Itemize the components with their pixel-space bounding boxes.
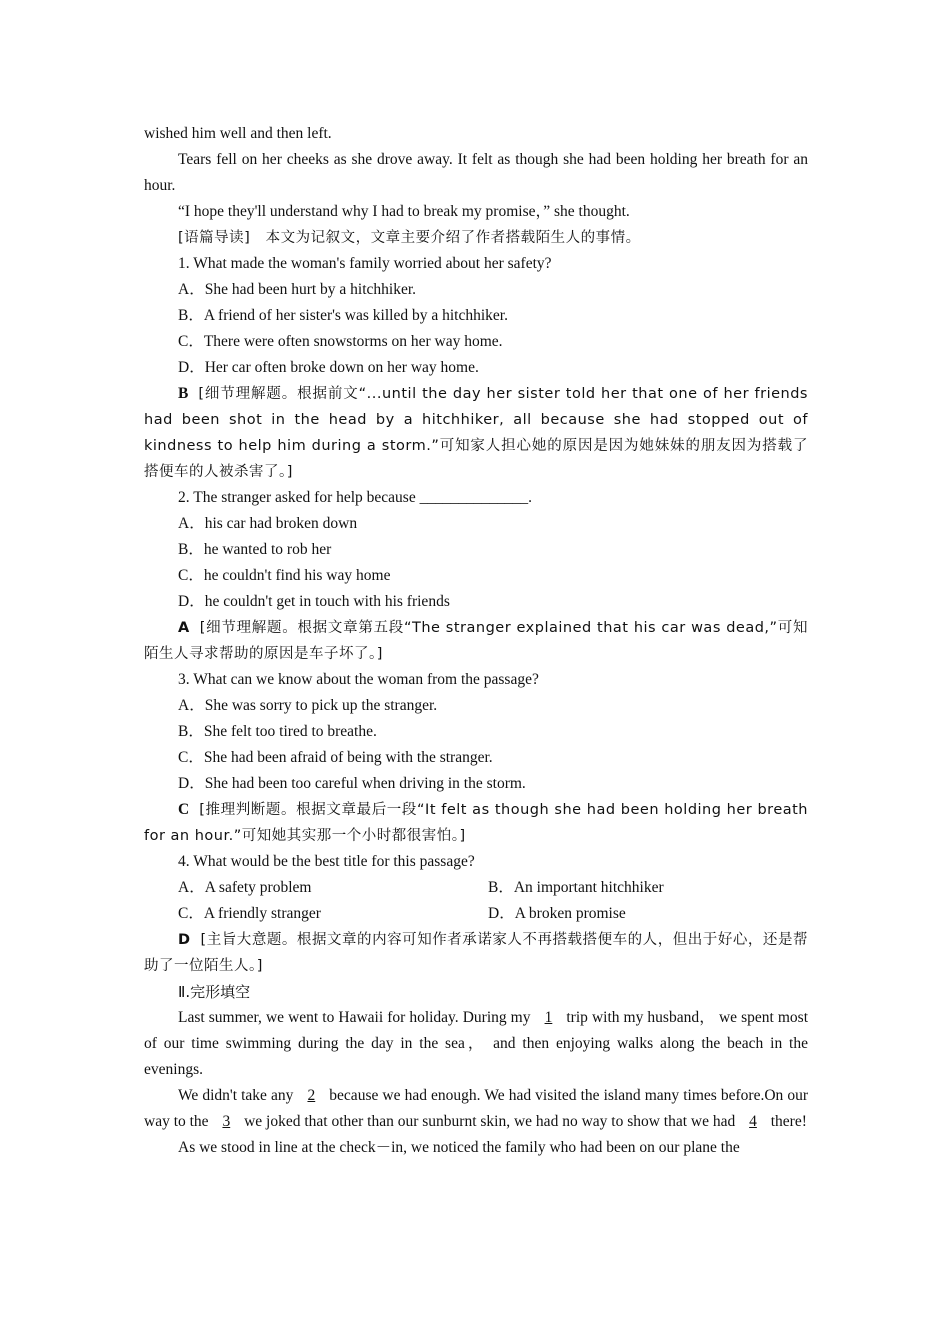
story-paragraph-tears: Tears fell on her cheeks as she drove away. It felt as though she had been holding her breath for an hour. bbox=[144, 151, 808, 194]
answer-explanation bbox=[144, 797, 808, 849]
option: A．She had been hurt by a hitchhiker. bbox=[178, 281, 417, 298]
question-stem: 4. What would be the best title for this passage? bbox=[178, 853, 475, 870]
option: C．There were often snowstorms on her way home. bbox=[178, 333, 503, 350]
answer-letter: C bbox=[178, 801, 190, 818]
option: D．he couldn't get in touch with his friends bbox=[178, 593, 450, 610]
option: A．A safety problem bbox=[178, 879, 312, 896]
explanation-en: [推理判断题。根据文章最后一段“It felt as though she had been holding her breath for an hour.” bbox=[144, 802, 808, 844]
option: D．She had been too careful when driving in the storm. bbox=[178, 775, 526, 792]
cloze-text: because we had enough. We had visited the island many times before.On our way to the bbox=[144, 1087, 809, 1130]
option-row bbox=[178, 875, 808, 901]
answer-explanation bbox=[144, 381, 808, 485]
answer-explanation bbox=[144, 615, 808, 667]
reading-guide-text: 本文为记叙文，文章主要介绍了作者搭载陌生人的事情。 bbox=[265, 230, 641, 246]
answer-letter: B bbox=[178, 385, 189, 402]
cloze-text: We didn't take any bbox=[178, 1087, 294, 1104]
option: C．A friendly stranger bbox=[178, 905, 321, 922]
section-title: Ⅱ.完形填空 bbox=[178, 983, 251, 1001]
option: D．A broken promise bbox=[488, 905, 626, 922]
reading-guide bbox=[144, 225, 808, 251]
cloze-blank: 4 bbox=[749, 1113, 757, 1130]
explanation-en: [细节理解题。根据文章第五段“The stranger explained that his car was dead,” bbox=[199, 620, 778, 636]
option: B．A friend of her sister's was killed by a hitchhiker. bbox=[178, 307, 508, 324]
option: B．She felt too tired to breathe. bbox=[178, 723, 377, 740]
explanation-cn: 可知陌生人寻求帮助的原因是车子坏了。] bbox=[144, 620, 808, 662]
story-paragraph-hope: “I hope they'll understand why I had to break my promise，” she thought. bbox=[178, 203, 630, 220]
option: A．She was sorry to pick up the stranger. bbox=[178, 697, 438, 714]
answer-letter: D bbox=[178, 932, 191, 948]
cloze-paragraph bbox=[144, 1083, 808, 1135]
cloze-paragraph bbox=[144, 1005, 808, 1083]
question-stem: 3. What can we know about the woman from the passage? bbox=[178, 671, 539, 688]
cloze-blank: 1 bbox=[544, 1009, 553, 1026]
question-stem: 1. What made the woman's family worried about her safety? bbox=[178, 255, 552, 272]
answer-letter: A bbox=[178, 620, 190, 636]
option: B．he wanted to rob her bbox=[178, 541, 332, 558]
explanation-cn: 可知她其实那一个小时都很害怕。] bbox=[241, 828, 466, 844]
document-page bbox=[144, 121, 808, 1161]
cloze-text: there! bbox=[770, 1113, 807, 1130]
option: C．She had been afraid of being with the stranger. bbox=[178, 749, 493, 766]
explanation-cn: 可知家人担心她的原因是因为她妹妹的朋友因为搭载了搭便车的人被杀害了。] bbox=[144, 438, 809, 480]
cloze-paragraph: As we stood in line at the check－in, we noticed the family who had been on our plane the bbox=[178, 1139, 740, 1156]
option: C．he couldn't find his way home bbox=[178, 567, 391, 584]
option: D．Her car often broke down on her way home. bbox=[178, 359, 479, 376]
option-row bbox=[178, 901, 808, 927]
explanation-en: [细节理解题。根据前文“...until the day her sister told her that one of her friends had been shot in the head by a hitchhiker, all because she had stopped out of kindness to help him during a storm.” bbox=[144, 386, 808, 454]
question-stem: 2. The stranger asked for help because ______________. bbox=[178, 489, 532, 506]
reading-guide-label: [语篇导读] bbox=[178, 230, 251, 246]
story-line: wished him well and then left. bbox=[144, 125, 332, 142]
cloze-blank: 3 bbox=[222, 1113, 231, 1130]
cloze-blank: 2 bbox=[307, 1087, 316, 1104]
cloze-text: we joked that other than our sunburnt skin, we had no way to show that we had bbox=[244, 1113, 736, 1130]
cloze-text: trip with my husband， we spent most of our time swimming during the day in the sea， and then enjoying walks along the beach in the evenings. bbox=[144, 1009, 809, 1078]
explanation-cn: [主旨大意题。根据文章的内容可知作者承诺家人不再搭载搭便车的人，但出于好心，还是帮助了一位陌生人。] bbox=[144, 932, 808, 974]
answer-explanation bbox=[144, 927, 808, 979]
option: B．An important hitchhiker bbox=[488, 879, 664, 896]
cloze-text: Last summer, we went to Hawaii for holiday. During my bbox=[178, 1009, 531, 1026]
option: A．his car had broken down bbox=[178, 515, 358, 532]
